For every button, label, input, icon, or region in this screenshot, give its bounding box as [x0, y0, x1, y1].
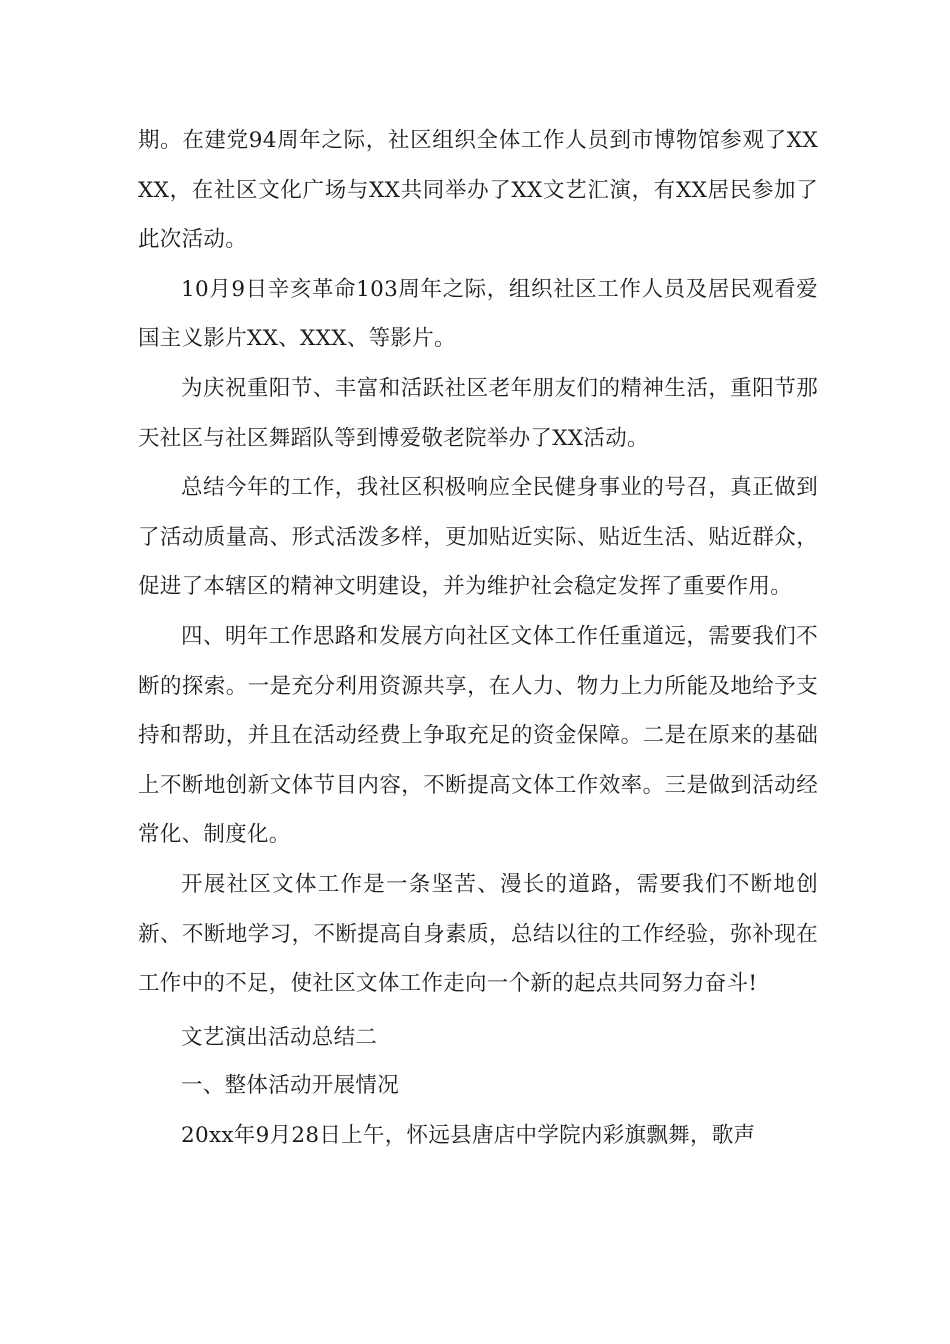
section-title: 文艺演出活动总结二 [181, 1024, 378, 1050]
paragraph-chongyang: 为庆祝重阳节、丰富和活跃社区老年朋友们的精神生活，重阳节那天社区与社区舞蹈队等到博爱敬老院举办了XX活动。 [138, 375, 818, 451]
paragraph-conclusion: 开展社区文体工作是一条坚苦、漫长的道路，需要我们不断地创新、不断地学习，不断提高自身素质，总结以往的工作经验，弥补现在工作中的不足，使社区文体工作走向一个新的起点共同努力奋斗! [138, 871, 818, 997]
paragraph-activity-intro: 20xx年9月28日上午，怀远县唐店中学院内彩旗飘舞，歌声 [181, 1123, 756, 1149]
paragraph-next-year-plan: 四、明年工作思路和发展方向社区文体工作任重道远，需要我们不断的探索。一是充分利用资源共享，在人力、物力上力所能及地给予支持和帮助，并且在活动经费上争取充足的资金保障。二是在原来的基础上不断地创新文体节目内容，不断提高文体工作效率。三是做到活动经常化、制度化。 [138, 623, 818, 848]
paragraph-october-9: 10月9日辛亥革命103周年之际，组织社区工作人员及居民观看爱国主义影片XX、XXX、等影片。 [138, 276, 818, 352]
paragraph-year-summary: 总结今年的工作，我社区积极响应全民健身事业的号召，真正做到了活动质量高、形式活泼多样，更加贴近实际、贴近生活、贴近群众，促进了本辖区的精神文明建设，并为维护社会稳定发挥了重要作用。 [138, 475, 818, 600]
subsection-title: 一、整体活动开展情况 [181, 1073, 400, 1099]
document-body [138, 116, 818, 1161]
paragraph-continued: 期。在建党94周年之际，社区组织全体工作人员到市博物馆参观了XXXX，在社区文化广场与XX共同举办了XX文艺汇演，有XX居民参加了此次活动。 [138, 128, 818, 253]
